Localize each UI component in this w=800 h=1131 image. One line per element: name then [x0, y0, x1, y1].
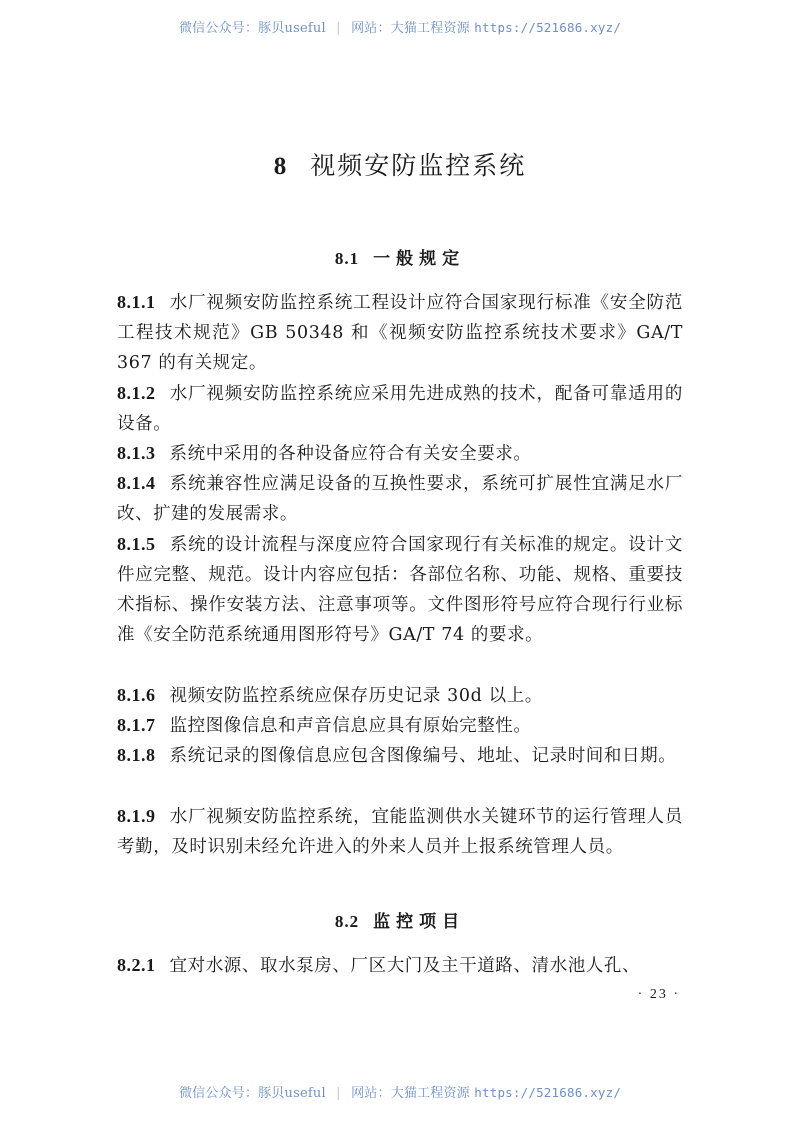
clause-text: 宜对水源、取水泵房、厂区大门及主干道路、清水池人孔、 — [169, 956, 641, 976]
clause-number: 8.1.6 — [117, 685, 156, 705]
section-heading-8-1 — [0, 244, 800, 269]
clause-text: 水厂视频安防监控系统工程设计应符合国家现行标准《安全防范工程技术规范》GB 50348 和《视频安防监控系统技术要求》GA/T 367 的有关规定。 — [117, 293, 683, 373]
clause-number: 8.1.2 — [117, 383, 156, 403]
watermark-header — [0, 17, 800, 36]
clause-number: 8.1.8 — [117, 745, 156, 765]
watermark-separator: | — [336, 1086, 341, 1101]
clause-text: 监控图像信息和声音信息应具有原始完整性。 — [169, 716, 532, 736]
clause-number: 8.1.7 — [117, 715, 156, 735]
chapter-title — [0, 146, 800, 182]
clause-8-1-7 — [117, 710, 683, 741]
clause-number: 8.1.5 — [117, 534, 156, 554]
clause-text: 系统兼容性应满足设备的互换性要求，系统可扩展性宜满足水厂改、扩建的发展需求。 — [117, 474, 683, 524]
clause-text: 系统的设计流程与深度应符合国家现行有关标准的规定。设计文件应完整、规范。设计内容应包括：各部位名称、功能、规格、重要技术指标、操作安装方法、注意事项等。文件图形符号应符合现行行业标准《安全防范系统通用图形符号》GA/T 74 的要求。 — [117, 535, 683, 645]
section-number: 8.1 — [334, 249, 360, 268]
clause-8-1-1 — [117, 287, 683, 378]
clause-8-1-2 — [117, 378, 683, 439]
clause-text: 系统中采用的各种设备应符合有关安全要求。 — [169, 444, 532, 464]
section-title-text: 一般规定 — [373, 249, 466, 269]
clause-number: 8.2.1 — [117, 955, 156, 975]
clause-text: 系统记录的图像信息应包含图像编号、地址、记录时间和日期。 — [169, 746, 677, 766]
watermark-wechat: 微信公众号：豚贝useful — [178, 21, 326, 36]
clause-text: 水厂视频安防监控系统，宜能监测供水关键环节的运行管理人员考勤，及时识别未经允许进入的外来人员并上报系统管理人员。 — [117, 807, 683, 857]
clause-number: 8.1.4 — [117, 473, 156, 493]
clause-8-1-5 — [117, 529, 683, 650]
clause-8-2-1 — [117, 950, 683, 981]
watermark-site: 网站：大猫工程资源 — [351, 21, 470, 36]
watermark-site: 网站：大猫工程资源 — [351, 1086, 470, 1101]
chapter-number: 8 — [273, 153, 289, 180]
clause-number: 8.1.9 — [117, 806, 156, 826]
clause-text: 视频安防监控系统应保存历史记录 30d 以上。 — [169, 686, 543, 706]
clause-8-1-6 — [117, 680, 683, 711]
chapter-title-text: 视频安防监控系统 — [310, 151, 527, 180]
page-number: · 23 · — [637, 987, 680, 1002]
watermark-url[interactable]: https://521686.xyz/ — [474, 20, 622, 35]
clause-number: 8.1.3 — [117, 443, 156, 463]
watermark-wechat: 微信公众号：豚贝useful — [178, 1086, 326, 1101]
section-heading-8-2 — [0, 907, 800, 932]
watermark-separator: | — [336, 21, 341, 36]
clause-text: 水厂视频安防监控系统应采用先进成熟的技术，配备可靠适用的设备。 — [117, 384, 683, 434]
clause-number: 8.1.1 — [117, 292, 156, 312]
clause-8-1-8 — [117, 740, 683, 771]
watermark-url[interactable]: https://521686.xyz/ — [474, 1085, 622, 1100]
clause-8-1-9 — [117, 801, 683, 862]
watermark-footer — [0, 1082, 800, 1101]
clause-8-1-3 — [117, 438, 683, 469]
section-number: 8.2 — [334, 912, 360, 931]
clause-8-1-4 — [117, 468, 683, 529]
section-title-text: 监控项目 — [373, 912, 466, 932]
